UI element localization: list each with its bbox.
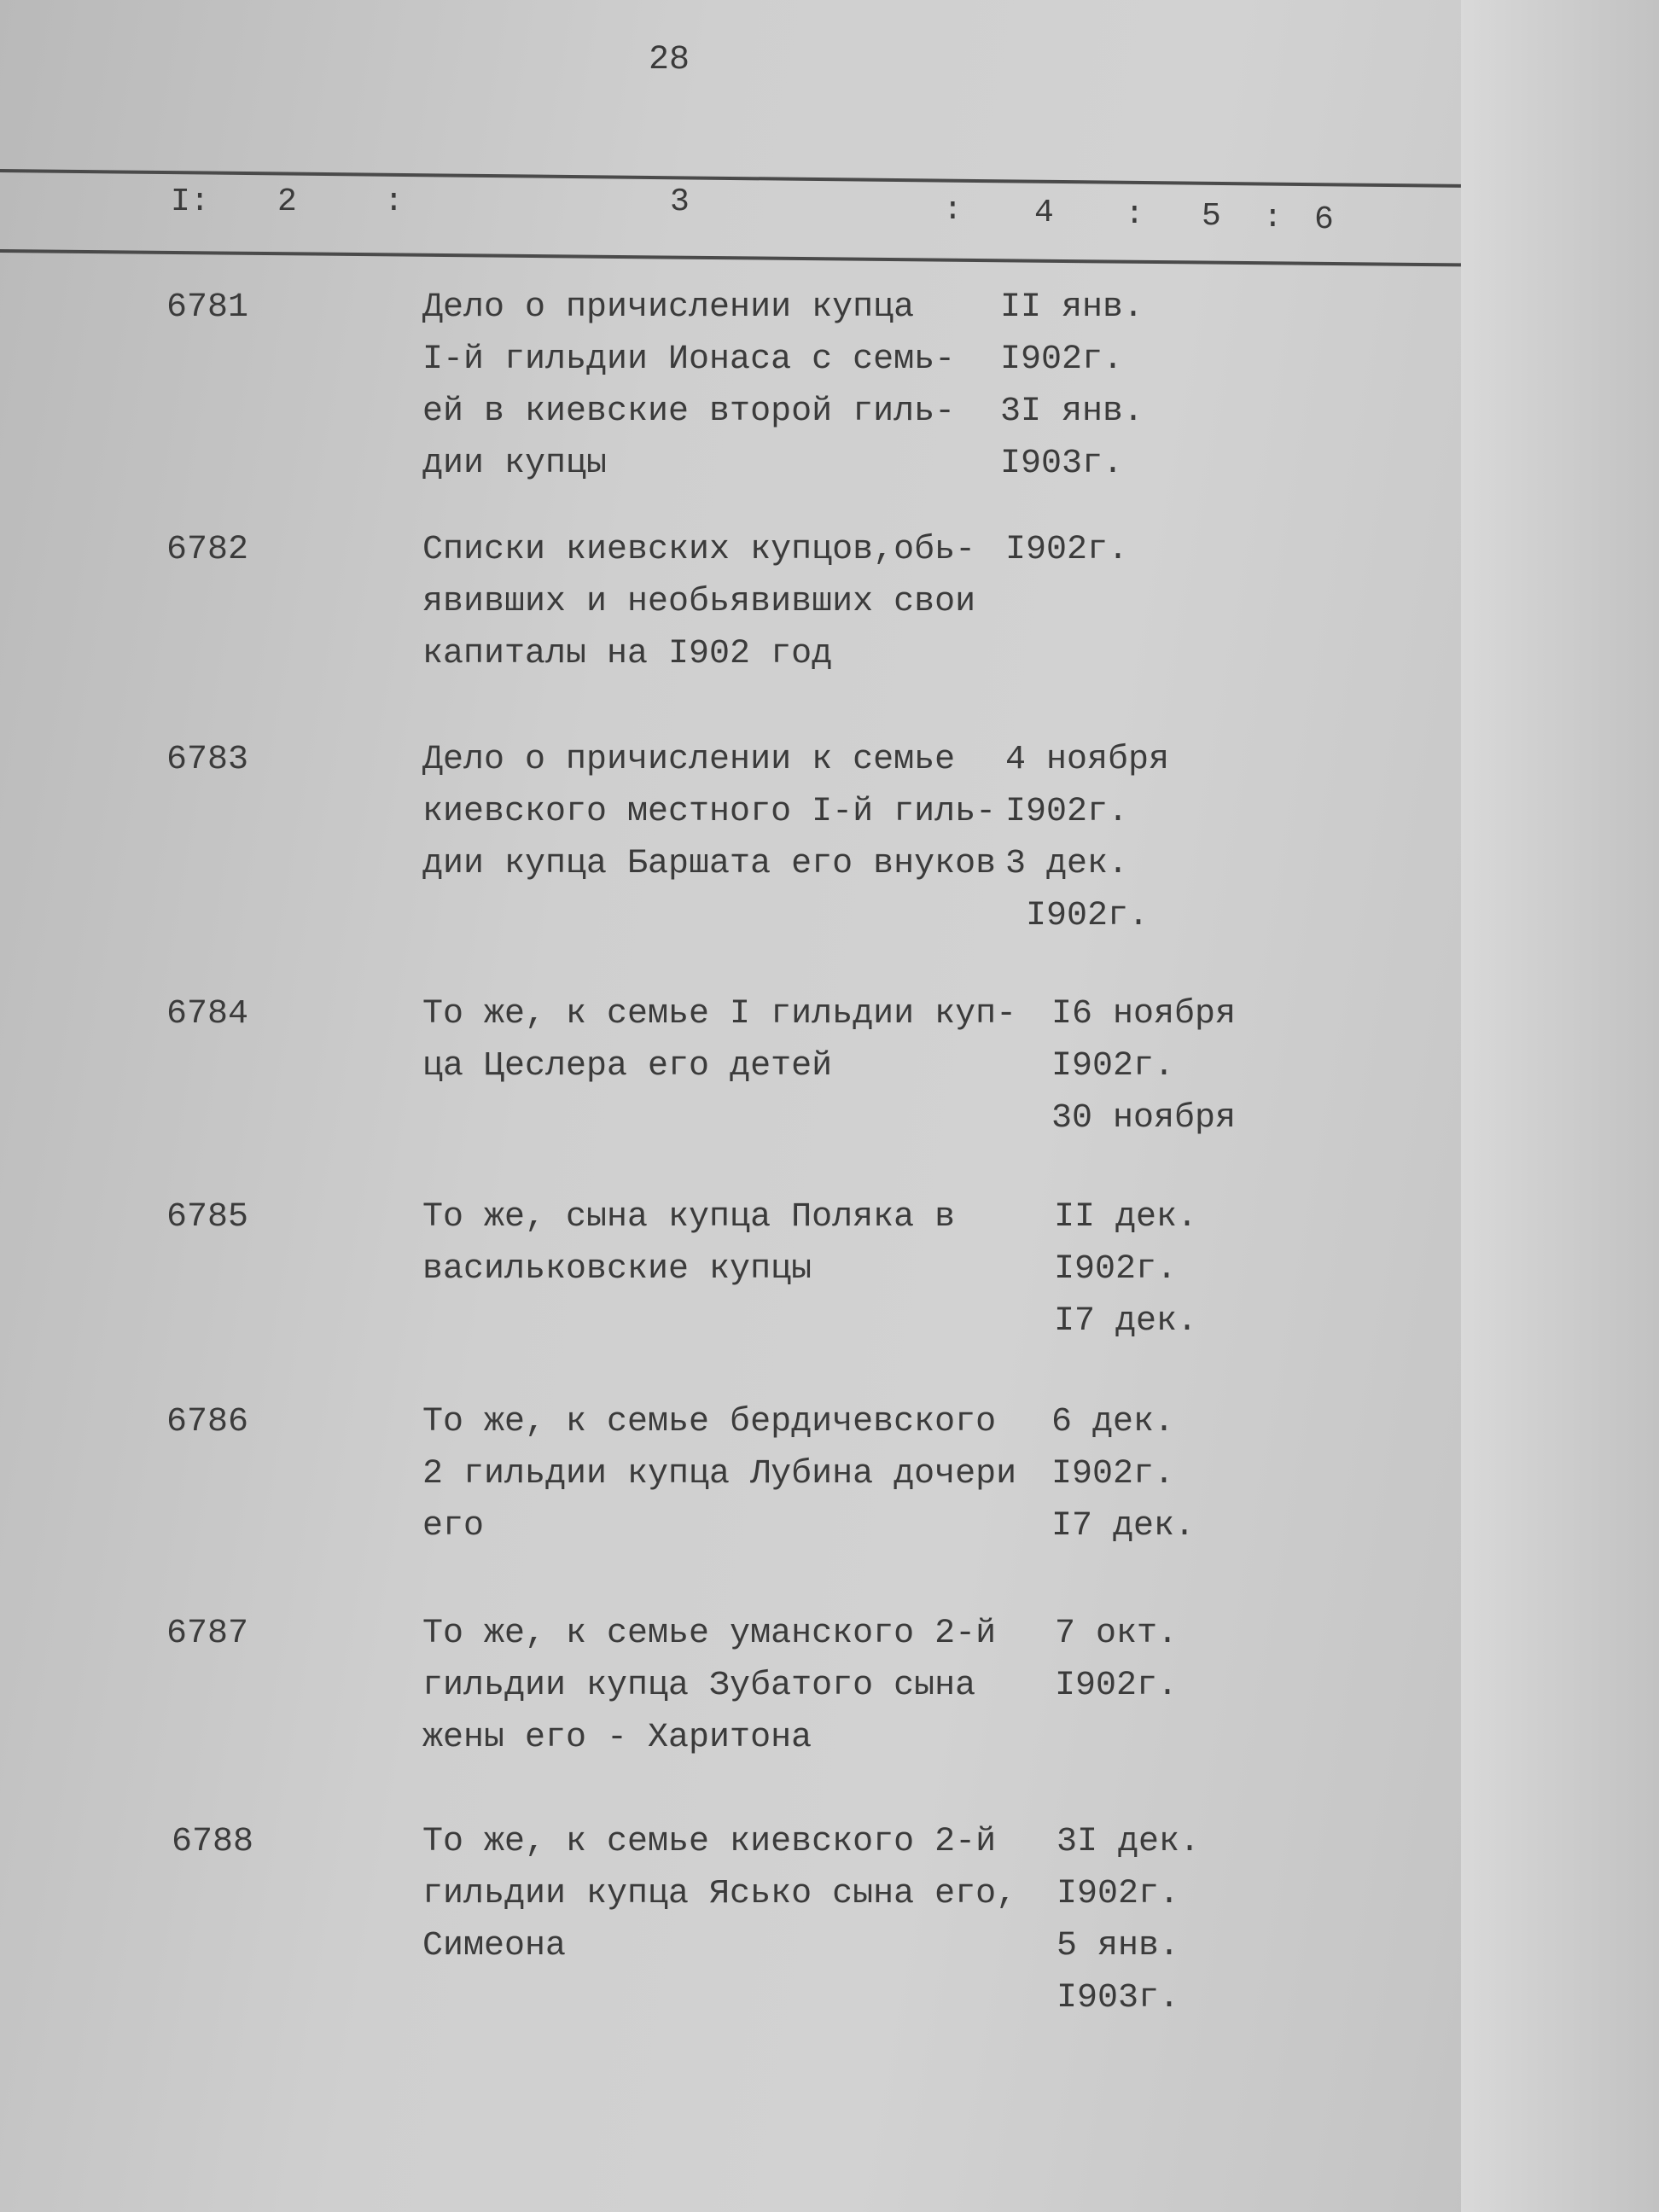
description-line: явивших и необьявивших свои: [422, 583, 976, 621]
description-line: Дело о причислении к семье: [422, 741, 956, 779]
date-line: 4 ноября: [1005, 741, 1170, 779]
entry-description: [422, 734, 996, 890]
description-line: То же, к семье бердичевского: [422, 1403, 997, 1441]
entry-dates: [1005, 734, 1169, 942]
date-line: I902г.: [1051, 1047, 1175, 1086]
entry-number: 6783: [166, 741, 249, 779]
entry-description: [422, 524, 975, 680]
date-line: 3I янв.: [1000, 393, 1144, 431]
entry-dates: [1000, 282, 1144, 490]
description-line: капиталы на I902 год: [422, 635, 833, 673]
description-line: То же, к семье I гильдии куп-: [422, 995, 1017, 1033]
date-line: II дек.: [1054, 1198, 1198, 1237]
description-line: гильдии купца Зубатого сына: [422, 1667, 976, 1705]
entry-number: 6784: [166, 995, 249, 1033]
date-line: I7 дек.: [1051, 1507, 1196, 1545]
entry-dates: [1005, 524, 1128, 576]
header-col-4: 4: [1034, 195, 1054, 231]
date-line: I903г.: [1057, 1979, 1180, 2017]
description-line: То же, к семье уманского 2-й: [422, 1615, 997, 1653]
entry-description: [422, 1816, 1016, 1972]
description-line: дии купца Баршата его внуков: [422, 845, 997, 883]
description-line: его: [422, 1507, 485, 1545]
header-sep: :: [1263, 200, 1283, 236]
description-line: Списки киевских купцов,обь-: [422, 531, 976, 569]
entry-description: [422, 1396, 1016, 1552]
date-line: I902г.: [1000, 341, 1124, 379]
date-line: I902г.: [1005, 793, 1129, 831]
description-line: То же, сына купца Поляка в: [422, 1198, 956, 1237]
page-number: 28: [649, 41, 690, 79]
entry-number: 6786: [166, 1403, 249, 1441]
date-line: I6 ноября: [1051, 995, 1237, 1033]
header-col-2: 2: [277, 183, 297, 220]
entry-number: 6782: [166, 531, 249, 569]
header-sep: :: [943, 192, 963, 229]
date-line: I902г.: [1057, 1875, 1180, 1913]
header-col-6: 6: [1314, 201, 1334, 238]
date-line: 3 дек.: [1005, 845, 1129, 883]
entry-number: 6785: [166, 1198, 249, 1237]
description-line: дии купцы: [422, 445, 608, 483]
date-line: 5 янв.: [1057, 1927, 1180, 1965]
entry-description: [422, 1608, 996, 1764]
date-line: 7 окт.: [1055, 1615, 1179, 1653]
header-bottom-rule: [0, 249, 1461, 266]
date-line: I903г.: [1000, 445, 1124, 483]
description-line: То же, к семье киевского 2-й: [422, 1823, 997, 1861]
header-sep: :: [384, 183, 404, 220]
header-col-5: 5: [1202, 198, 1221, 235]
description-line: жены его - Харитона: [422, 1719, 812, 1757]
date-line: 6 дек.: [1051, 1403, 1175, 1441]
date-line: I902г.: [1005, 531, 1129, 569]
description-line: I-й гильдии Ионаса с семь-: [422, 341, 956, 379]
date-line: I902г.: [1051, 1455, 1175, 1493]
header-col-3: 3: [670, 183, 690, 220]
description-line: ца Цеслера его детей: [422, 1047, 833, 1086]
description-line: Дело о причислении купца: [422, 288, 915, 327]
entry-dates: [1051, 988, 1236, 1144]
description-line: ей в киевские второй гиль-: [422, 393, 956, 431]
entry-dates: [1055, 1608, 1178, 1712]
description-line: киевского местного I-й гиль-: [422, 793, 997, 831]
date-line: I902г.: [1055, 1667, 1179, 1705]
header-col-1: I:: [171, 183, 210, 220]
date-line: I7 дек.: [1054, 1302, 1198, 1341]
entry-dates: [1057, 1816, 1200, 2024]
entry-number: 6787: [166, 1615, 249, 1653]
entry-description: [422, 282, 955, 490]
entry-dates: [1051, 1396, 1195, 1552]
date-line: 3I дек.: [1057, 1823, 1201, 1861]
description-line: гильдии купца Ясько сына его,: [422, 1875, 1017, 1913]
entry-dates: [1054, 1191, 1197, 1348]
date-line: II янв.: [1000, 288, 1144, 327]
header-sep: :: [1125, 196, 1144, 233]
date-line: I902г.: [1054, 1250, 1178, 1289]
date-line: 30 ноября: [1051, 1099, 1237, 1138]
date-line: I902г.: [1005, 897, 1150, 935]
description-line: 2 гильдии купца Лубина дочери: [422, 1455, 1017, 1493]
entry-number: 6781: [166, 288, 249, 327]
page-edge-shadow: [1461, 0, 1659, 2212]
header-top-rule: [0, 169, 1461, 188]
entry-description: [422, 1191, 955, 1295]
description-line: Симеона: [422, 1927, 567, 1965]
entry-number: 6788: [172, 1823, 254, 1861]
entry-description: [422, 988, 1016, 1092]
description-line: васильковские купцы: [422, 1250, 812, 1289]
